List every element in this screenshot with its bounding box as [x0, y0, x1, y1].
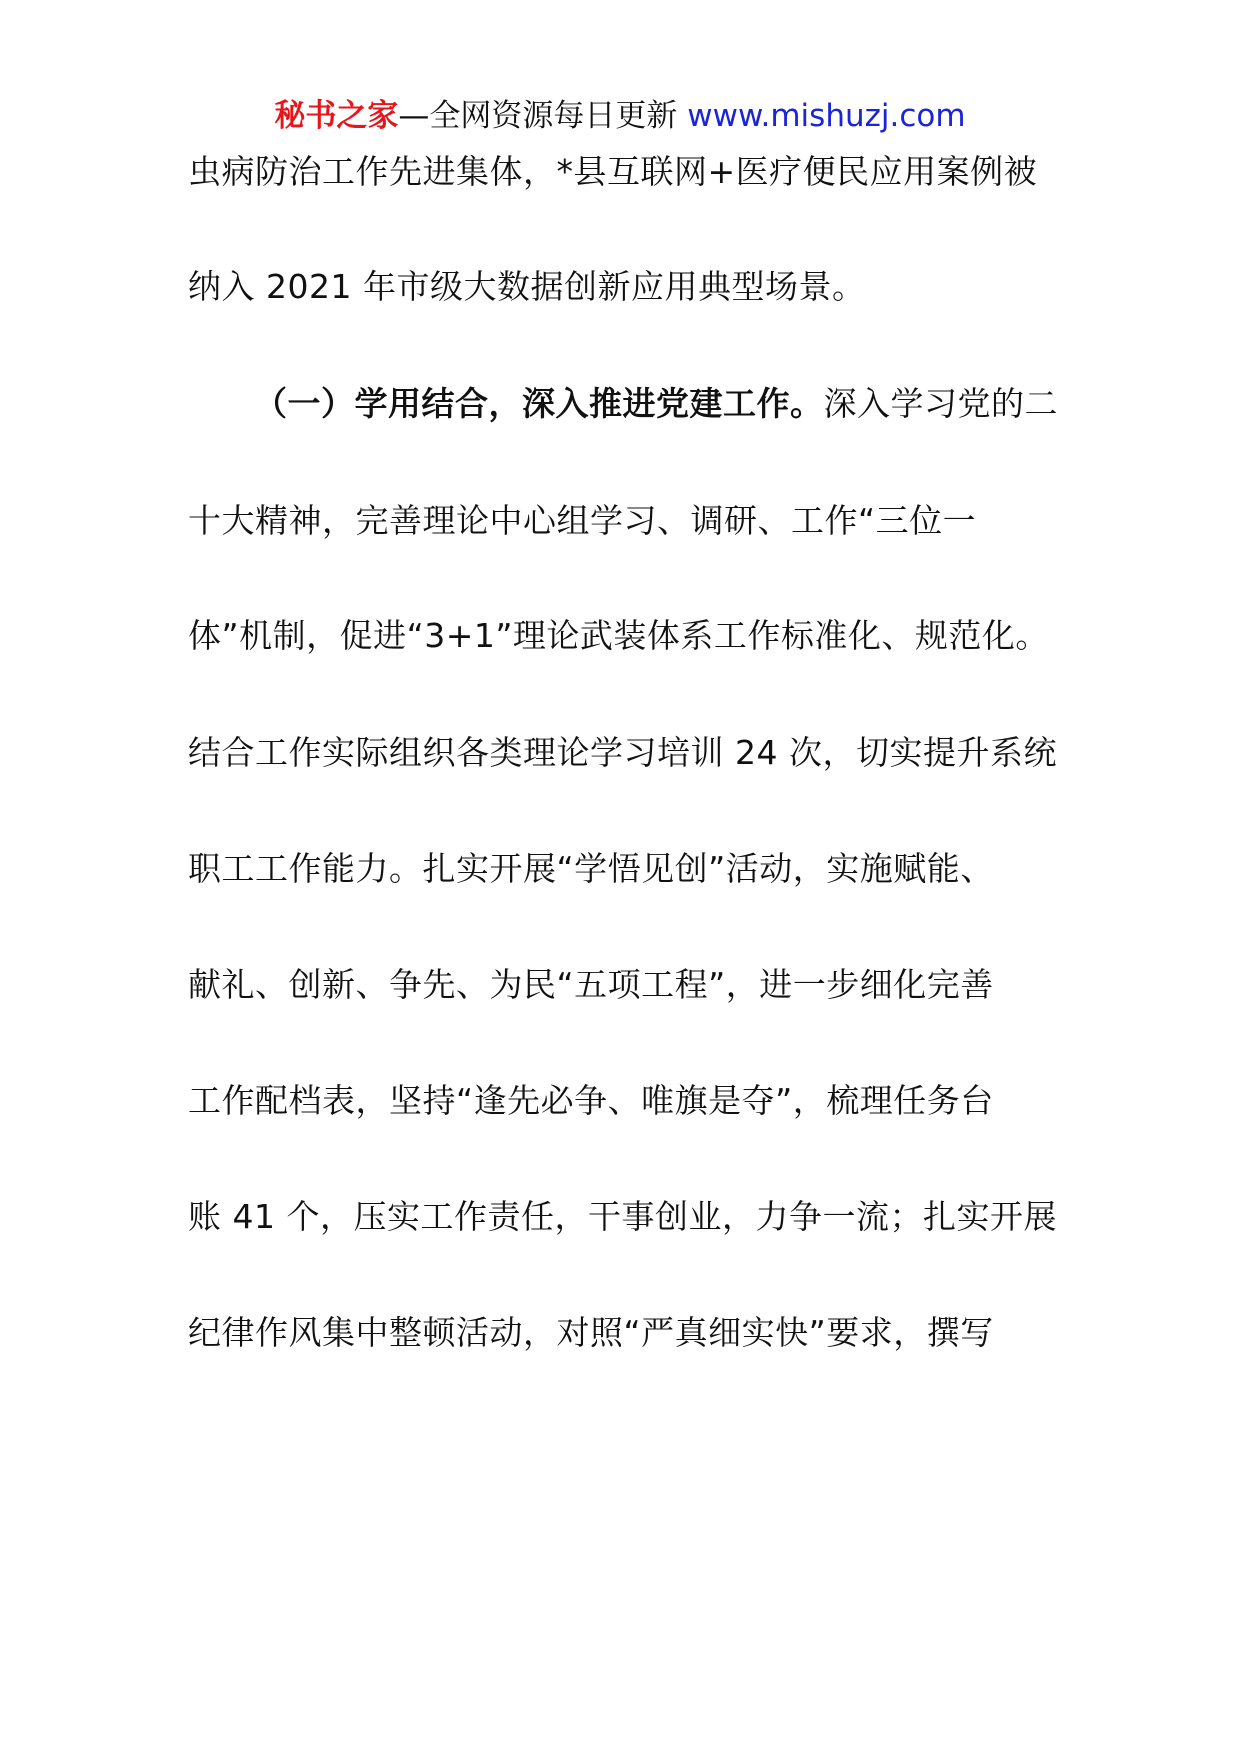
site-url-link[interactable]: www.mishuzj.com — [687, 98, 966, 134]
page-header — [0, 94, 1240, 138]
body-line-9: 工作配档表，坚持“逢先必争、唯旗是夺”，梳理任务台 — [188, 1081, 994, 1120]
body-line-8: 献礼、创新、争先、为民“五项工程”，进一步细化完善 — [188, 965, 994, 1004]
body-line-6: 结合工作实际组织各类理论学习培训 24 次，切实提升系统 — [188, 733, 1057, 772]
section-heading: （一）学用结合，深入推进党建工作。 — [254, 384, 824, 423]
body-line-10: 账 41 个，压实工作责任，干事创业，力争一流；扎实开展 — [188, 1197, 1057, 1236]
body-line-3-rest: 深入学习党的二 — [823, 384, 1058, 423]
body-line-1: 虫病防治工作先进集体，*县互联网+医疗便民应用案例被 — [188, 152, 1038, 191]
brand-name: 秘书之家 — [274, 98, 399, 134]
body-line-3 — [188, 380, 1068, 428]
body-line-2: 纳入 2021 年市级大数据创新应用典型场景。 — [188, 267, 866, 306]
body-line-7: 职工工作能力。扎实开展“学悟见创”活动，实施赋能、 — [188, 849, 994, 888]
body-line-4: 十大精神，完善理论中心组学习、调研、工作“三位一 — [188, 501, 977, 540]
header-tagline: —全网资源每日更新 — [398, 98, 678, 134]
body-line-11: 纪律作风集中整顿活动，对照“严真细实快”要求，撰写 — [188, 1313, 994, 1352]
body-line-5: 体”机制，促进“3+1”理论武装体系工作标准化、规范化。 — [188, 616, 1049, 655]
